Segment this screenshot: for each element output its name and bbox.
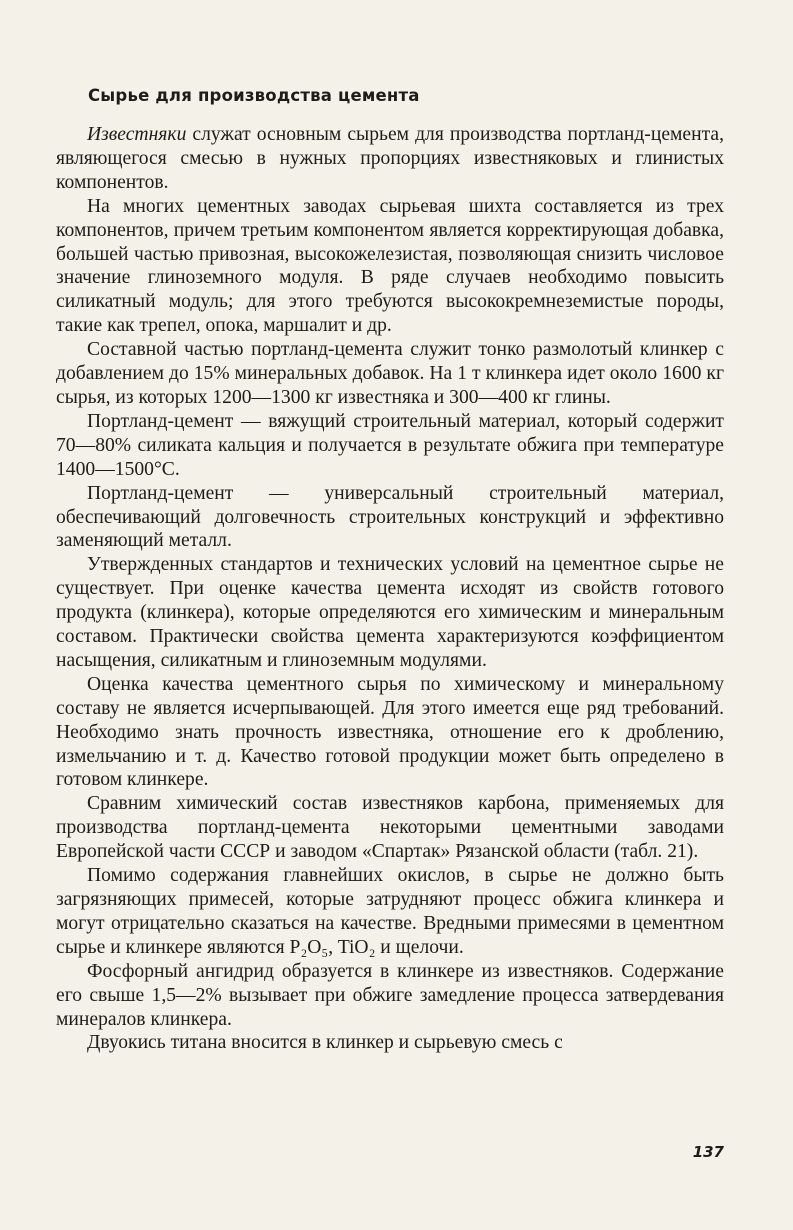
paragraph bbox=[56, 1031, 724, 1055]
paragraph-text: Портланд-цемент — вяжущий строительный материал, который содержит 70—80% силиката кальция и получается в результате обжига при температуре 1400—1500°С. bbox=[56, 410, 724, 480]
paragraph-text: Фосфорный ангидрид образуется в клинкере из известняков. Содержание его свыше 1,5—2% вызывает при обжиге замедление процесса затвердевания минералов клинкера. bbox=[56, 960, 724, 1030]
paragraph-lead-term: Известняки bbox=[87, 124, 187, 145]
paragraph bbox=[56, 792, 724, 864]
body-text bbox=[56, 123, 724, 1055]
paragraph bbox=[56, 123, 724, 195]
paragraph bbox=[56, 410, 724, 482]
paragraph-text: Оценка качества цементного сырья по химическому и минеральному составу не является исчерпывающей. Для этого имеется еще ряд требований. Необходимо знать прочность известняка, отношение его к дроблению, измельчанию и т. д. Качество готовой продукции может быть определено в готовом клинкере. bbox=[56, 673, 724, 791]
paragraph-text: Помимо содержания главнейших окислов, в сырье не должно быть загрязняющих примесей, которые затрудняют процесс обжига клинкера и могут отрицательно сказаться на качестве. Вредными примесями в цементном сырье и клинкере являются P₂O₅, TiO₂ и щелочи. bbox=[56, 865, 724, 958]
paragraph-text: Портланд-цемент — универсальный строительный материал, обеспечивающий долговечность строительных конструкций и эффективно заменяющий металл. bbox=[56, 482, 724, 552]
section-title: Сырье для производства цемента bbox=[88, 86, 420, 105]
paragraph-text: Утвержденных стандартов и технических условий на цементное сырье не существует. При оценке качества цемента исходят из свойств готового продукта (клинкера), которые определяются его химическим и минеральным составом. Практически свойства цемента характеризуются коэффициентом насыщения, силикатным и глиноземным модулями. bbox=[56, 554, 724, 671]
paragraph bbox=[56, 553, 724, 673]
paragraph-text: Составной частью портланд-цемента служит тонко размолотый клинкер с добавлением до 15% минеральных добавок. На 1 т клинкера идет около 1600 кг сырья, из которых 1200—1300 кг известняка и 300—400 кг глины. bbox=[56, 339, 724, 408]
paragraph-text: На многих цементных заводах сырьевая шихта составляется из трех компонентов, причем третьим компонентом является корректирующая добавка, большей частью привозная, высокожелезистая, позволяющая снизить числовое значение глиноземного модуля. В ряде случаев необходимо повысить силикатный модуль; для этого требуются высококремнеземистые породы, такие как трепел, опока, маршалит и др. bbox=[56, 195, 724, 337]
paragraph bbox=[56, 338, 724, 410]
book-page bbox=[56, 0, 724, 1230]
paragraph bbox=[56, 482, 724, 554]
paragraph bbox=[56, 864, 724, 960]
paragraph-text: Сравним химический состав известняков карбона, применяемых для производства портланд-цемента некоторыми цементными заводами Европейской части СССР и заводом «Спартак» Рязанской области (табл. 21). bbox=[56, 793, 724, 863]
paragraph bbox=[56, 673, 724, 793]
page-number: 137 bbox=[692, 1143, 724, 1161]
paragraph bbox=[56, 960, 724, 1032]
paragraph-text: Двуокись титана вносится в клинкер и сырьевую смесь с bbox=[87, 1032, 563, 1054]
paragraph-text: служат основным сырьем для производства портланд-цемента, являющегося смесью в нужных пропорциях известняковых и глинистых компонентов. bbox=[56, 124, 724, 193]
paragraph bbox=[56, 195, 724, 338]
